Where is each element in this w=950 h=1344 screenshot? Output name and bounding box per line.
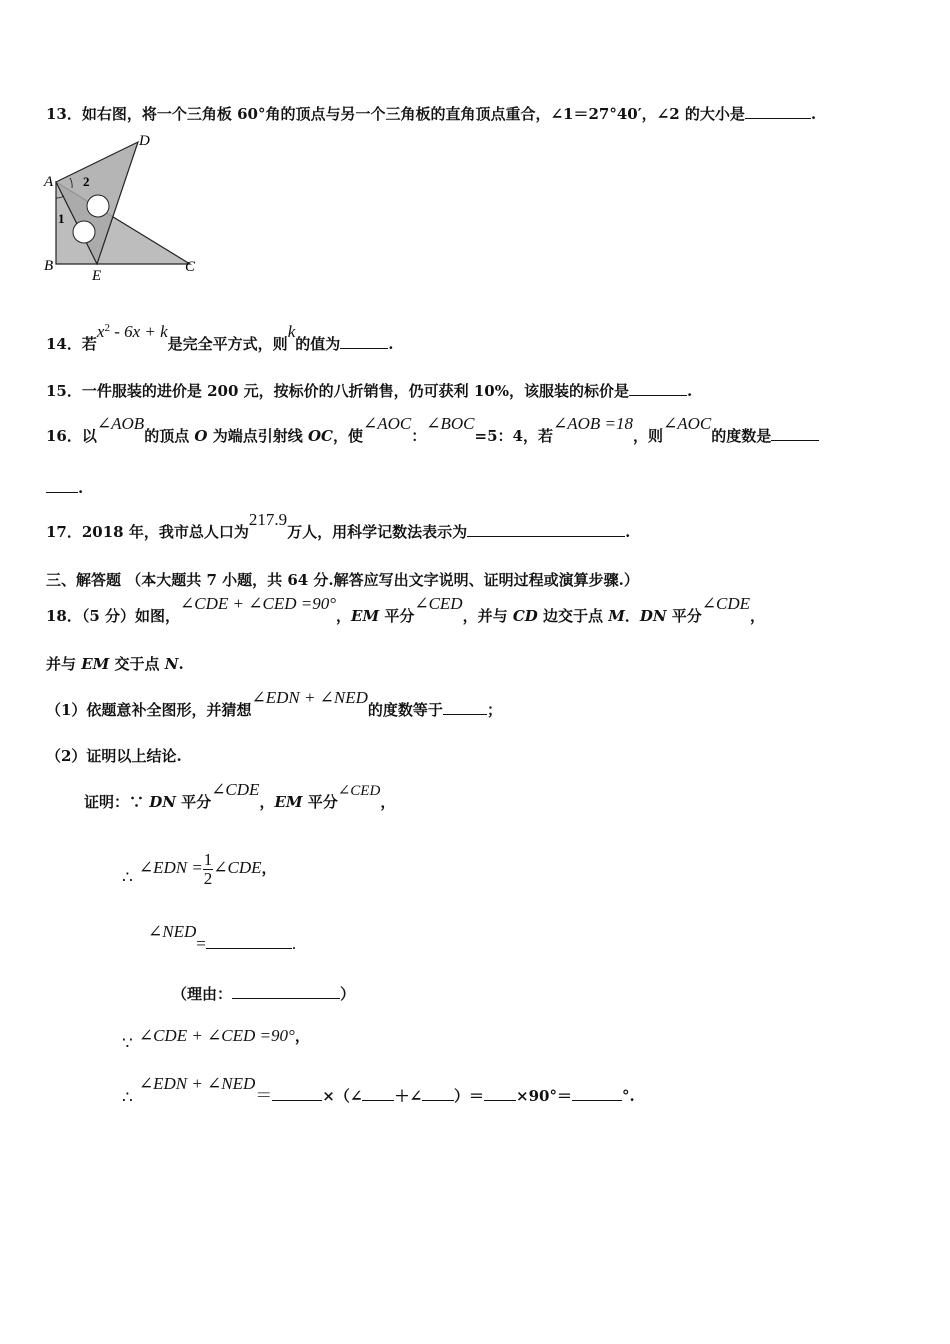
q13-text: 如右图，将一个三角板 60°角的顶点与另一个三角板的直角顶点重合，∠1＝27°40′，∠2 的大小是 (81, 105, 745, 123)
q18-line-1 (46, 594, 766, 626)
q18-text-3: 平分 (379, 607, 415, 625)
one-half-fraction (203, 851, 214, 888)
proof-step-3 (122, 1026, 310, 1053)
q18-text-1: （5 分）如图， (81, 607, 181, 625)
proof-step4-text-1: ×（∠ (322, 1087, 363, 1105)
proof-text-5: ， (380, 793, 396, 811)
label-b: B (44, 258, 54, 274)
therefore-symbol-1: ∴ (122, 868, 133, 887)
proof-step4-equals: ＝ (255, 1086, 273, 1105)
q17-text-2: 万人，用科学记数法表示为 (287, 523, 468, 541)
proof-step1-rhs: ∠CDE (213, 858, 262, 877)
proof-step2-answer-blank[interactable] (206, 934, 292, 949)
q15-answer-blank[interactable] (629, 381, 687, 396)
proof-step-4 (122, 1074, 635, 1107)
proof-step2-lhs: ∠NED (148, 922, 197, 941)
q16-text-3: 为端点引射线 (207, 427, 308, 445)
q17-answer-blank[interactable] (467, 522, 625, 537)
q14-answer-blank[interactable] (340, 334, 388, 349)
proof-step4-blank-5[interactable] (572, 1086, 622, 1101)
q14-expr-x: x (96, 322, 105, 341)
q18-line2-em: EM (81, 655, 110, 673)
q18-part1 (46, 688, 502, 720)
q18-number: 18． (46, 607, 82, 625)
proof-step1-lhs: ∠EDN = (138, 858, 203, 877)
proof-step2-end: . (291, 934, 297, 953)
q18-part1-text-2: 的度数等于 (367, 701, 443, 719)
q16-line (46, 414, 819, 446)
q16-answer-blank[interactable] (771, 426, 819, 441)
q18-text-8: ， (750, 607, 766, 625)
proof-step2-equals: = (196, 934, 206, 953)
q16-line-2 (46, 478, 83, 498)
q18-line-2 (46, 654, 184, 674)
q16-answer-blank-cont[interactable] (46, 478, 78, 493)
q18-text-6: ． (624, 607, 640, 625)
q14-text-1: 若 (81, 335, 97, 353)
triangle-hole-1 (87, 195, 109, 217)
proof-step1-end: ， (261, 859, 277, 877)
proof-angle-ced: ∠CED (337, 783, 381, 799)
q16-ray-oc: OC (307, 427, 333, 445)
q16-number: 16． (46, 427, 82, 445)
q17-line (46, 510, 631, 542)
q18-point-m: M (608, 607, 625, 625)
proof-step4-blank-3[interactable] (422, 1086, 454, 1101)
q18-part1-end: ； (486, 701, 502, 719)
q16-text-6: ，则 (632, 427, 663, 445)
q14-end: . (388, 335, 394, 353)
q17-end: . (625, 523, 631, 541)
q16-text-2: 的顶点 (144, 427, 195, 445)
q18-given-equation: ∠CDE + ∠CED =90° (180, 594, 337, 613)
q18-text-2: ， (336, 607, 352, 625)
proof-em: EM (274, 793, 303, 811)
proof-step4-blank-4[interactable] (484, 1086, 516, 1101)
fraction-denominator: 2 (203, 868, 213, 888)
q18-part1-expression: ∠EDN + ∠NED (251, 688, 368, 707)
q14-expr-rest: - 6x + k (109, 322, 168, 341)
proof-text-3: ， (259, 793, 275, 811)
q18-part1-text-1: （1）依题意补全图形，并猜想 (46, 701, 252, 719)
label-c: C (185, 259, 196, 275)
q16-angle-boc: ∠BOC (426, 414, 475, 433)
q16-angle-aoc-2: ∠AOC (662, 414, 712, 433)
q14-text-3: 的值为 (295, 335, 341, 353)
q13-triangle-figure (40, 128, 220, 288)
q18-line2-text-1: 并与 (46, 655, 82, 673)
proof-step4-text-4: ×90°＝ (516, 1087, 572, 1105)
q16-text-7: 的度数是 (711, 427, 772, 445)
q16-angle-aob-value: ∠AOB =18 (552, 414, 633, 433)
q15-text: 一件服装的进价是 200 元，按标价的八折销售，仍可获利 10%，该服装的标价是 (81, 382, 629, 400)
proof-step4-text-3: ）＝ (454, 1087, 485, 1105)
q16-end: . (78, 479, 84, 497)
q16-text-5: =5：4，若 (474, 427, 553, 445)
proof-step-2 (148, 922, 297, 954)
q18-part2: （2）证明以上结论. (46, 747, 182, 765)
proof-angle-cde: ∠CDE (211, 780, 260, 799)
section-3-header: 三、解答题 （本大题共 7 小题，共 64 分.解答应写出文字说明、证明过程或演算步骤.） (46, 571, 639, 589)
proof-step4-blank-1[interactable] (272, 1086, 322, 1101)
proof-step3-end: ， (294, 1027, 310, 1045)
proof-text-1: 证明：∵ (84, 793, 150, 811)
q18-part1-answer-blank[interactable] (443, 700, 487, 715)
q18-text-4: ，并与 (462, 607, 513, 625)
proof-step4-text-5: °. (621, 1087, 635, 1105)
proof-step4-text-2: ＋∠ (394, 1087, 423, 1105)
proof-dn: DN (149, 793, 176, 811)
label-e: E (92, 268, 102, 284)
q18-line2-point-n: N (164, 655, 179, 673)
because-symbol: ∵ (122, 1034, 133, 1053)
q16-colon: ： (411, 427, 427, 445)
q18-line2-text-3: . (178, 655, 184, 673)
q16-text-1: 以 (81, 427, 97, 445)
proof-step3-equation: ∠CDE + ∠CED =90° (138, 1026, 295, 1045)
q17-text-1: 2018 年，我市总人口为 (81, 523, 249, 541)
q16-angle-aoc: ∠AOC (362, 414, 412, 433)
q14-text-2: 是完全平方式，则 (167, 335, 288, 353)
proof-line-1 (84, 780, 396, 813)
label-angle-1: 1 (58, 211, 65, 226)
q14-k: k (287, 322, 296, 341)
q18-angle-ced: ∠CED (414, 594, 463, 613)
q18-text-5: 边交于点 (537, 607, 609, 625)
q14-expression (97, 323, 168, 341)
fraction-numerator: 1 (203, 849, 213, 869)
label-angle-2: 2 (83, 174, 90, 189)
q15-line (46, 381, 692, 401)
q15-number: 15． (46, 382, 82, 400)
label-a: A (44, 174, 54, 190)
proof-reason-text-2: ） (340, 985, 356, 1003)
proof-step4-lhs: ∠EDN + ∠NED (138, 1074, 256, 1093)
q18-line2-text-2: 交于点 (109, 655, 165, 673)
q13-line (46, 104, 816, 124)
proof-text-4: 平分 (302, 793, 338, 811)
triangle-hole-2 (73, 221, 95, 243)
q16-point-o: O (194, 427, 208, 445)
q18-em: EM (351, 607, 380, 625)
q15-end: . (686, 382, 693, 400)
q13-number: 13． (46, 105, 82, 123)
q18-text-7: 平分 (666, 607, 702, 625)
proof-reason-text-1: （理由： (172, 985, 233, 1003)
q14-expr-exp: 2 (104, 322, 110, 334)
proof-step4-blank-2[interactable] (362, 1086, 394, 1101)
q13-end: . (810, 105, 817, 123)
q13-answer-blank[interactable] (745, 104, 811, 119)
q17-number: 17． (46, 523, 82, 541)
q14-number: 14． (46, 335, 82, 353)
q18-dn: DN (639, 607, 667, 625)
proof-reason-blank[interactable] (232, 984, 340, 999)
proof-step-1 (122, 848, 277, 888)
proof-text-2: 平分 (175, 793, 212, 811)
q16-text-4: ，使 (332, 427, 363, 445)
therefore-symbol-2: ∴ (122, 1088, 133, 1107)
q16-angle-aob: ∠AOB (96, 414, 145, 433)
q18-angle-cde: ∠CDE (701, 594, 751, 613)
q17-value: 217.9 (248, 510, 288, 529)
label-d: D (139, 133, 150, 149)
q18-cd: CD (512, 607, 538, 625)
q14-line (46, 322, 394, 354)
proof-reason (172, 984, 355, 1004)
